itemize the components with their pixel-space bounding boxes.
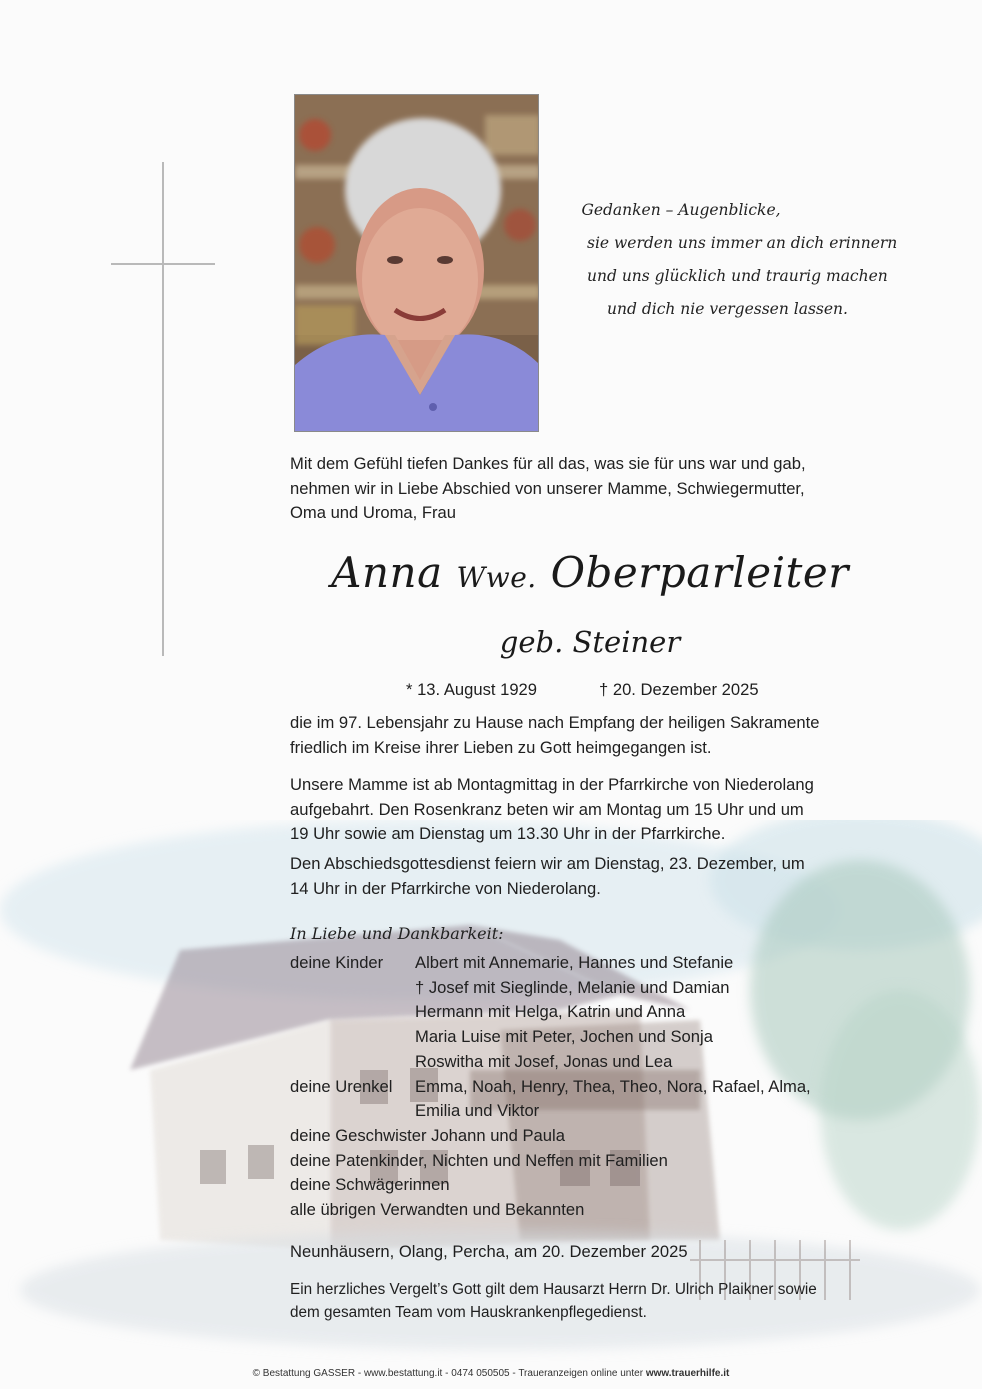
children-row bbox=[290, 951, 930, 1075]
mourner-line: alle übrigen Verwandten und Bekannten bbox=[290, 1200, 585, 1220]
passing-line: friedlich im Kreise ihrer Lieben zu Gott heimgegangen ist. bbox=[290, 737, 712, 757]
portrait-illustration bbox=[295, 95, 539, 432]
poem-line: und dich nie vergessen lassen. bbox=[607, 300, 848, 318]
great-grandchildren-label: deine Urenkel bbox=[290, 1076, 393, 1096]
place-and-date: Neunhäusern, Olang, Percha, am 20. Dezember 2025 bbox=[290, 1242, 688, 1261]
poem-line: Gedanken – Augenblicke, bbox=[581, 201, 781, 219]
child-family: Maria Luise mit Peter, Jochen und Sonja bbox=[415, 1027, 713, 1047]
passing-paragraph bbox=[290, 711, 890, 760]
great-grandchildren-names bbox=[415, 1075, 930, 1124]
thanks-heading: In Liebe und Dankbarkeit: bbox=[290, 924, 504, 943]
thanks-footnote bbox=[290, 1278, 910, 1324]
intro-line: Oma und Uroma, Frau bbox=[290, 503, 456, 523]
service-line: 14 Uhr in der Pfarrkirche von Niederolang. bbox=[290, 878, 601, 898]
child-family: † Josef mit Sieglinde, Melanie und Damian bbox=[415, 977, 730, 997]
child-family: Roswitha mit Josef, Jonas und Lea bbox=[415, 1051, 673, 1071]
great-grandchildren-line: Emilia und Viktor bbox=[415, 1101, 540, 1121]
first-name: Anna bbox=[331, 548, 443, 597]
siblings-label: deine Geschwister bbox=[290, 1125, 427, 1145]
mourner-line: deine Patenkinder, Nichten und Neffen mit Familien bbox=[290, 1150, 668, 1170]
passing-line: die im 97. Lebensjahr zu Hause nach Empfang der heiligen Sakramente bbox=[290, 713, 820, 732]
poem-line: und uns glücklich und traurig machen bbox=[587, 267, 888, 285]
footer-text: © Bestattung GASSER - www.bestattung.it - 0474 050505 - Traueranzeigen online unter bbox=[252, 1368, 646, 1379]
service-line: Den Abschiedsgottesdienst feiern wir am Dienstag, 23. Dezember, um bbox=[290, 854, 805, 873]
death-date: † 20. Dezember 2025 bbox=[599, 680, 759, 699]
viewing-paragraph bbox=[290, 773, 890, 847]
viewing-line: aufgebahrt. Den Rosenkranz beten wir am Montag um 15 Uhr und um bbox=[290, 799, 804, 819]
intro-paragraph bbox=[290, 452, 890, 526]
maiden-name: geb. Steiner bbox=[499, 625, 681, 659]
birth-date: * 13. August 1929 bbox=[406, 680, 538, 699]
children-label: deine Kinder bbox=[290, 953, 384, 972]
child-family: Albert mit Annemarie, Hannes und Stefanie bbox=[415, 953, 734, 972]
footnote-line: dem gesamten Team vom Hauskrankenpflegedienst. bbox=[290, 1304, 647, 1321]
children-names bbox=[415, 951, 930, 1075]
viewing-line: Unsere Mamme ist ab Montagmittag in der Pfarrkirche von Niederolang bbox=[290, 775, 814, 794]
intro-line: nehmen wir in Liebe Abschied von unserer Mamme, Schwiegermutter, bbox=[290, 478, 805, 498]
last-name: Oberparleiter bbox=[550, 548, 849, 597]
widow-abbreviation: Wwe. bbox=[456, 561, 537, 594]
intro-line: Mit dem Gefühl tiefen Dankes für all das, was sie für uns war und gab, bbox=[290, 454, 806, 473]
mourner-line: deine Schwägerinnen bbox=[290, 1175, 450, 1195]
siblings-row bbox=[290, 1124, 930, 1149]
deceased-name bbox=[290, 545, 890, 606]
portrait-photo bbox=[294, 94, 539, 432]
great-grandchildren-line: Emma, Noah, Henry, Thea, Theo, Nora, Rafael, Alma, bbox=[415, 1076, 811, 1096]
footnote-line: Ein herzliches Vergelt’s Gott gilt dem Hausarzt Herrn Dr. Ulrich Plaikner sowie bbox=[290, 1281, 817, 1298]
child-family: Hermann mit Helga, Katrin und Anna bbox=[415, 1002, 686, 1022]
great-grandchildren-row bbox=[290, 1075, 930, 1124]
footer-link[interactable]: www.trauerhilfe.it bbox=[645, 1368, 730, 1379]
siblings-names: Johann und Paula bbox=[431, 1125, 565, 1145]
service-paragraph bbox=[290, 852, 890, 901]
poem-line: sie werden uns immer an dich erinnern bbox=[587, 234, 898, 252]
footer bbox=[0, 1367, 982, 1381]
viewing-line: 19 Uhr sowie am Dienstag um 13.30 Uhr in der Pfarrkirche. bbox=[290, 824, 726, 844]
cross-icon-horizontal bbox=[111, 263, 215, 265]
poem bbox=[570, 194, 898, 326]
cross-icon-vertical bbox=[162, 162, 164, 656]
mourners-list bbox=[290, 951, 930, 1223]
